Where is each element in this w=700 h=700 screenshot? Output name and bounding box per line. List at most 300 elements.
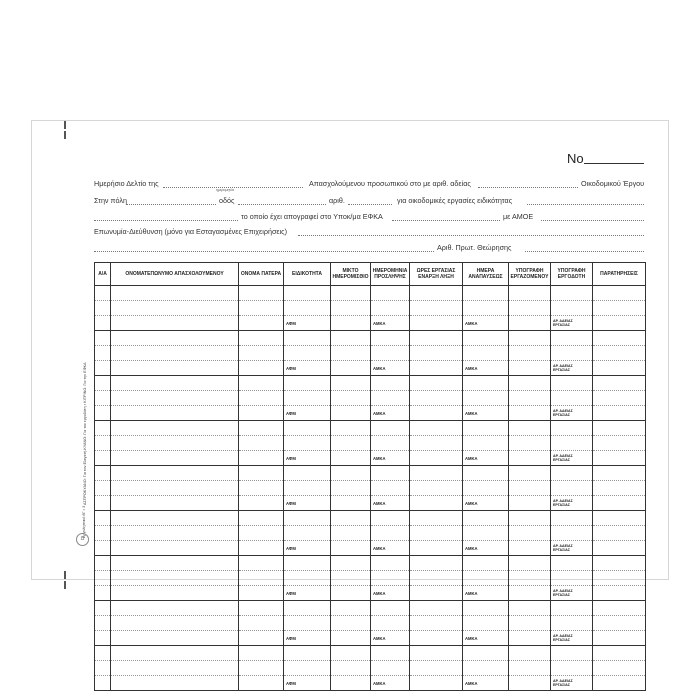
table-cell[interactable] [371, 466, 410, 481]
table-cell[interactable] [284, 661, 331, 676]
table-cell[interactable] [551, 661, 593, 676]
table-cell[interactable] [331, 571, 371, 586]
table-cell[interactable] [371, 481, 410, 496]
table-cell[interactable] [371, 616, 410, 631]
table-cell[interactable] [284, 601, 331, 616]
table-cell[interactable] [331, 541, 371, 556]
table-cell[interactable] [593, 571, 646, 586]
table-cell[interactable] [95, 601, 111, 616]
table-cell[interactable] [95, 631, 111, 646]
table-cell[interactable] [463, 421, 509, 436]
table-cell[interactable] [95, 586, 111, 601]
table-cell[interactable]: ΑΡ. ΑΔΕΙΑΣ ΕΡΓΑΣΙΑΣ [551, 541, 593, 556]
protocol-field[interactable] [525, 251, 644, 252]
table-cell[interactable] [239, 481, 284, 496]
table-cell[interactable] [331, 526, 371, 541]
table-cell[interactable] [509, 376, 551, 391]
table-cell[interactable] [239, 421, 284, 436]
table-cell[interactable] [331, 316, 371, 331]
table-cell[interactable] [284, 481, 331, 496]
table-cell[interactable] [371, 421, 410, 436]
table-cell[interactable] [111, 451, 239, 466]
table-cell[interactable] [284, 376, 331, 391]
table-cell[interactable]: ΑΡ. ΑΔΕΙΑΣ ΕΡΓΑΣΙΑΣ [551, 586, 593, 601]
company-field-2[interactable] [94, 251, 434, 252]
table-cell[interactable] [331, 301, 371, 316]
table-cell[interactable] [95, 646, 111, 661]
table-cell[interactable] [509, 511, 551, 526]
table-cell[interactable] [463, 526, 509, 541]
table-cell[interactable] [371, 571, 410, 586]
table-cell[interactable] [239, 511, 284, 526]
table-cell[interactable] [111, 556, 239, 571]
table-cell[interactable] [239, 676, 284, 691]
table-cell[interactable] [509, 481, 551, 496]
table-cell[interactable] [239, 451, 284, 466]
table-cell[interactable] [239, 646, 284, 661]
table-cell[interactable] [95, 421, 111, 436]
table-cell[interactable] [331, 481, 371, 496]
table-cell[interactable] [284, 346, 331, 361]
table-cell[interactable] [551, 481, 593, 496]
table-cell[interactable] [593, 391, 646, 406]
table-cell[interactable]: ΑΜΚΑ [371, 676, 410, 691]
table-cell[interactable] [95, 466, 111, 481]
table-cell[interactable] [509, 631, 551, 646]
table-cell[interactable] [239, 301, 284, 316]
table-cell[interactable] [111, 346, 239, 361]
table-cell[interactable] [509, 391, 551, 406]
table-cell[interactable] [284, 436, 331, 451]
table-cell[interactable] [463, 646, 509, 661]
table-cell[interactable] [239, 466, 284, 481]
table-cell[interactable] [551, 526, 593, 541]
table-cell[interactable] [551, 556, 593, 571]
table-cell[interactable]: ΑΡ. ΑΔΕΙΑΣ ΕΡΓΑΣΙΑΣ [551, 361, 593, 376]
table-cell[interactable] [551, 601, 593, 616]
table-cell[interactable] [239, 361, 284, 376]
table-cell[interactable] [284, 511, 331, 526]
table-cell[interactable] [111, 436, 239, 451]
table-cell[interactable] [239, 331, 284, 346]
table-cell[interactable] [509, 406, 551, 421]
table-cell[interactable]: ΑΦΜ [284, 361, 331, 376]
table-cell[interactable] [509, 586, 551, 601]
efka-field[interactable] [392, 220, 500, 221]
table-cell[interactable] [551, 286, 593, 301]
table-cell[interactable] [509, 661, 551, 676]
table-cell[interactable]: ΑΡ. ΑΔΕΙΑΣ ΕΡΓΑΣΙΑΣ [551, 631, 593, 646]
table-cell[interactable] [509, 541, 551, 556]
table-cell[interactable] [284, 616, 331, 631]
table-cell[interactable] [410, 391, 463, 406]
table-cell[interactable] [284, 331, 331, 346]
table-cell[interactable] [509, 346, 551, 361]
table-cell[interactable] [593, 346, 646, 361]
table-cell[interactable] [463, 571, 509, 586]
table-cell[interactable] [95, 496, 111, 511]
table-cell[interactable] [111, 601, 239, 616]
table-cell[interactable] [410, 646, 463, 661]
table-cell[interactable] [509, 301, 551, 316]
table-cell[interactable] [95, 571, 111, 586]
table-cell[interactable] [111, 511, 239, 526]
table-cell[interactable] [284, 556, 331, 571]
table-cell[interactable] [111, 616, 239, 631]
table-cell[interactable] [593, 496, 646, 511]
table-cell[interactable] [410, 466, 463, 481]
table-cell[interactable] [463, 481, 509, 496]
table-cell[interactable] [331, 436, 371, 451]
table-cell[interactable] [331, 331, 371, 346]
street-field[interactable] [238, 204, 326, 205]
table-cell[interactable] [463, 601, 509, 616]
table-cell[interactable] [410, 346, 463, 361]
table-cell[interactable]: ΑΡ. ΑΔΕΙΑΣ ΕΡΓΑΣΙΑΣ [551, 316, 593, 331]
table-cell[interactable] [111, 316, 239, 331]
table-cell[interactable] [331, 496, 371, 511]
table-cell[interactable]: ΑΡ. ΑΔΕΙΑΣ ΕΡΓΑΣΙΑΣ [551, 406, 593, 421]
table-cell[interactable] [111, 526, 239, 541]
table-cell[interactable] [463, 466, 509, 481]
table-cell[interactable] [410, 451, 463, 466]
table-cell[interactable] [410, 361, 463, 376]
table-cell[interactable] [95, 676, 111, 691]
table-cell[interactable] [463, 376, 509, 391]
table-cell[interactable] [410, 511, 463, 526]
table-cell[interactable]: ΑΡ. ΑΔΕΙΑΣ ΕΡΓΑΣΙΑΣ [551, 676, 593, 691]
city-field[interactable] [126, 204, 216, 205]
table-cell[interactable] [95, 661, 111, 676]
table-cell[interactable]: ΑΜΚΑ [463, 406, 509, 421]
table-cell[interactable] [463, 301, 509, 316]
table-cell[interactable] [509, 316, 551, 331]
table-cell[interactable] [463, 346, 509, 361]
table-cell[interactable] [509, 496, 551, 511]
table-cell[interactable] [509, 571, 551, 586]
table-cell[interactable] [111, 496, 239, 511]
table-cell[interactable]: ΑΦΜ [284, 496, 331, 511]
table-cell[interactable]: ΑΡ. ΑΔΕΙΑΣ ΕΡΓΑΣΙΑΣ [551, 496, 593, 511]
table-cell[interactable] [509, 526, 551, 541]
table-cell[interactable] [239, 436, 284, 451]
table-cell[interactable] [331, 391, 371, 406]
street-number-field[interactable] [348, 204, 392, 205]
table-cell[interactable] [95, 616, 111, 631]
table-cell[interactable] [111, 421, 239, 436]
table-cell[interactable] [551, 616, 593, 631]
table-cell[interactable]: ΑΜΚΑ [463, 451, 509, 466]
table-cell[interactable] [331, 586, 371, 601]
number-field[interactable] [584, 163, 644, 164]
table-cell[interactable] [371, 556, 410, 571]
table-cell[interactable] [111, 376, 239, 391]
table-cell[interactable]: ΑΜΚΑ [463, 676, 509, 691]
registration-field[interactable] [94, 220, 238, 221]
table-cell[interactable] [331, 466, 371, 481]
table-cell[interactable]: ΑΦΜ [284, 631, 331, 646]
table-cell[interactable] [410, 631, 463, 646]
table-cell[interactable] [95, 511, 111, 526]
table-cell[interactable] [371, 436, 410, 451]
table-cell[interactable] [463, 661, 509, 676]
table-cell[interactable] [284, 466, 331, 481]
table-cell[interactable] [551, 331, 593, 346]
table-cell[interactable] [509, 331, 551, 346]
table-cell[interactable] [593, 421, 646, 436]
table-cell[interactable] [95, 526, 111, 541]
table-cell[interactable]: ΑΜΚΑ [371, 631, 410, 646]
table-cell[interactable] [239, 571, 284, 586]
table-cell[interactable] [371, 286, 410, 301]
table-cell[interactable] [95, 556, 111, 571]
table-cell[interactable] [95, 286, 111, 301]
table-cell[interactable] [509, 436, 551, 451]
table-cell[interactable] [331, 556, 371, 571]
table-cell[interactable] [593, 466, 646, 481]
table-cell[interactable] [410, 481, 463, 496]
table-cell[interactable] [410, 496, 463, 511]
table-cell[interactable] [551, 421, 593, 436]
table-cell[interactable] [593, 436, 646, 451]
table-cell[interactable] [111, 286, 239, 301]
table-cell[interactable] [371, 346, 410, 361]
table-cell[interactable] [239, 526, 284, 541]
table-cell[interactable] [111, 481, 239, 496]
table-cell[interactable] [593, 331, 646, 346]
table-cell[interactable] [371, 376, 410, 391]
table-cell[interactable]: ΑΜΚΑ [463, 361, 509, 376]
table-cell[interactable] [410, 586, 463, 601]
table-cell[interactable] [410, 301, 463, 316]
table-cell[interactable] [410, 541, 463, 556]
table-cell[interactable] [509, 361, 551, 376]
table-cell[interactable] [410, 436, 463, 451]
table-cell[interactable]: ΑΜΚΑ [371, 541, 410, 556]
table-cell[interactable] [331, 286, 371, 301]
table-cell[interactable] [509, 556, 551, 571]
table-cell[interactable] [284, 421, 331, 436]
table-cell[interactable]: ΑΦΜ [284, 676, 331, 691]
table-cell[interactable] [284, 391, 331, 406]
table-cell[interactable] [551, 376, 593, 391]
table-cell[interactable] [284, 301, 331, 316]
table-cell[interactable] [111, 661, 239, 676]
table-cell[interactable] [463, 391, 509, 406]
table-cell[interactable] [95, 481, 111, 496]
table-cell[interactable] [239, 631, 284, 646]
table-cell[interactable] [593, 541, 646, 556]
table-cell[interactable] [95, 361, 111, 376]
table-cell[interactable] [284, 571, 331, 586]
table-cell[interactable] [509, 646, 551, 661]
permit-number-field[interactable] [478, 187, 578, 188]
table-cell[interactable] [463, 286, 509, 301]
table-cell[interactable] [410, 406, 463, 421]
company-field[interactable] [298, 235, 644, 236]
table-cell[interactable] [410, 286, 463, 301]
table-cell[interactable] [331, 406, 371, 421]
table-cell[interactable] [463, 511, 509, 526]
table-cell[interactable] [593, 481, 646, 496]
table-cell[interactable] [593, 301, 646, 316]
table-cell[interactable] [463, 616, 509, 631]
table-cell[interactable] [111, 586, 239, 601]
table-cell[interactable]: ΑΜΚΑ [371, 451, 410, 466]
table-cell[interactable] [593, 286, 646, 301]
table-cell[interactable] [593, 526, 646, 541]
table-cell[interactable] [463, 331, 509, 346]
table-cell[interactable] [95, 331, 111, 346]
table-cell[interactable] [371, 646, 410, 661]
amoe-field[interactable] [541, 220, 644, 221]
table-cell[interactable] [111, 466, 239, 481]
table-cell[interactable] [284, 646, 331, 661]
table-cell[interactable] [239, 406, 284, 421]
table-cell[interactable] [593, 451, 646, 466]
table-cell[interactable] [239, 661, 284, 676]
table-cell[interactable] [371, 526, 410, 541]
table-cell[interactable]: ΑΜΚΑ [463, 631, 509, 646]
table-cell[interactable] [331, 346, 371, 361]
table-cell[interactable] [593, 406, 646, 421]
table-cell[interactable] [284, 526, 331, 541]
table-cell[interactable] [551, 391, 593, 406]
table-cell[interactable] [463, 436, 509, 451]
table-cell[interactable] [239, 541, 284, 556]
table-cell[interactable] [463, 556, 509, 571]
table-cell[interactable] [239, 286, 284, 301]
table-cell[interactable] [111, 631, 239, 646]
table-cell[interactable] [551, 571, 593, 586]
table-cell[interactable] [371, 601, 410, 616]
table-cell[interactable] [509, 286, 551, 301]
table-cell[interactable] [410, 331, 463, 346]
table-cell[interactable] [95, 301, 111, 316]
table-cell[interactable] [551, 511, 593, 526]
table-cell[interactable] [551, 301, 593, 316]
table-cell[interactable]: ΑΜΚΑ [463, 586, 509, 601]
table-cell[interactable] [593, 616, 646, 631]
table-cell[interactable] [331, 511, 371, 526]
table-cell[interactable] [284, 286, 331, 301]
table-cell[interactable]: ΑΜΚΑ [463, 541, 509, 556]
table-cell[interactable] [593, 511, 646, 526]
table-cell[interactable] [593, 586, 646, 601]
table-cell[interactable]: ΑΜΚΑ [371, 361, 410, 376]
table-cell[interactable] [111, 541, 239, 556]
table-cell[interactable] [551, 436, 593, 451]
table-cell[interactable] [111, 331, 239, 346]
table-cell[interactable] [371, 331, 410, 346]
table-cell[interactable] [593, 631, 646, 646]
table-cell[interactable] [331, 451, 371, 466]
table-cell[interactable] [371, 391, 410, 406]
specialty-field[interactable] [527, 204, 644, 205]
table-cell[interactable]: ΑΜΚΑ [463, 496, 509, 511]
table-cell[interactable] [509, 451, 551, 466]
table-cell[interactable] [331, 361, 371, 376]
table-cell[interactable] [111, 571, 239, 586]
table-cell[interactable] [331, 616, 371, 631]
table-cell[interactable] [551, 346, 593, 361]
table-cell[interactable]: ΑΦΜ [284, 541, 331, 556]
table-cell[interactable]: ΑΦΜ [284, 586, 331, 601]
table-cell[interactable] [95, 316, 111, 331]
table-cell[interactable] [331, 601, 371, 616]
table-cell[interactable] [410, 376, 463, 391]
table-cell[interactable] [371, 511, 410, 526]
table-cell[interactable] [593, 601, 646, 616]
table-cell[interactable] [239, 586, 284, 601]
table-cell[interactable]: ΑΜΚΑ [463, 316, 509, 331]
table-cell[interactable]: ΑΡ. ΑΔΕΙΑΣ ΕΡΓΑΣΙΑΣ [551, 451, 593, 466]
table-cell[interactable] [551, 466, 593, 481]
table-cell[interactable] [410, 316, 463, 331]
table-cell[interactable] [331, 376, 371, 391]
table-cell[interactable]: ΑΜΚΑ [371, 406, 410, 421]
table-cell[interactable] [371, 301, 410, 316]
table-cell[interactable] [509, 466, 551, 481]
table-cell[interactable] [509, 616, 551, 631]
table-cell[interactable] [593, 361, 646, 376]
table-cell[interactable] [509, 421, 551, 436]
table-cell[interactable] [331, 421, 371, 436]
table-cell[interactable] [111, 646, 239, 661]
table-cell[interactable] [331, 661, 371, 676]
table-cell[interactable] [239, 496, 284, 511]
table-cell[interactable] [331, 631, 371, 646]
table-cell[interactable]: ΑΦΜ [284, 406, 331, 421]
table-cell[interactable] [593, 376, 646, 391]
table-cell[interactable] [111, 301, 239, 316]
table-cell[interactable] [509, 676, 551, 691]
table-cell[interactable] [551, 646, 593, 661]
table-cell[interactable] [111, 391, 239, 406]
table-cell[interactable] [239, 556, 284, 571]
table-cell[interactable] [95, 346, 111, 361]
table-cell[interactable] [410, 601, 463, 616]
table-cell[interactable] [95, 436, 111, 451]
table-cell[interactable] [95, 406, 111, 421]
table-cell[interactable] [593, 316, 646, 331]
table-cell[interactable] [410, 556, 463, 571]
table-cell[interactable] [111, 676, 239, 691]
table-cell[interactable] [95, 451, 111, 466]
table-cell[interactable]: ΑΦΜ [284, 316, 331, 331]
table-cell[interactable] [95, 391, 111, 406]
table-cell[interactable] [95, 541, 111, 556]
table-cell[interactable] [239, 376, 284, 391]
table-cell[interactable] [593, 676, 646, 691]
table-cell[interactable]: ΑΦΜ [284, 451, 331, 466]
table-cell[interactable] [239, 616, 284, 631]
table-cell[interactable] [111, 406, 239, 421]
table-cell[interactable] [410, 526, 463, 541]
table-cell[interactable] [509, 601, 551, 616]
table-cell[interactable]: ΑΜΚΑ [371, 316, 410, 331]
table-cell[interactable] [331, 646, 371, 661]
table-cell[interactable] [239, 316, 284, 331]
table-cell[interactable] [371, 661, 410, 676]
table-cell[interactable] [410, 616, 463, 631]
table-cell[interactable] [239, 601, 284, 616]
table-cell[interactable] [593, 661, 646, 676]
table-cell[interactable] [331, 676, 371, 691]
table-cell[interactable]: ΑΜΚΑ [371, 586, 410, 601]
table-cell[interactable] [410, 661, 463, 676]
table-cell[interactable] [95, 376, 111, 391]
